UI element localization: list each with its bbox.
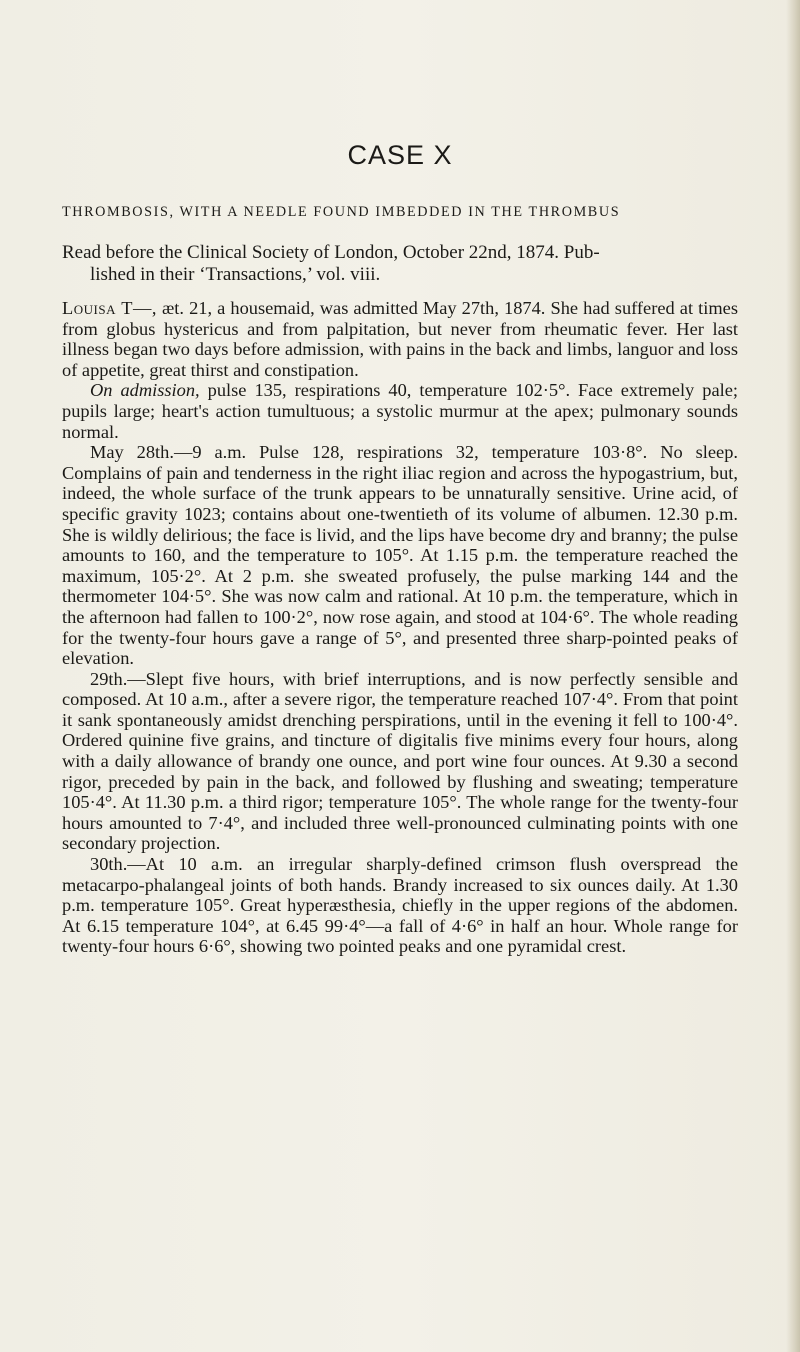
chapter-title: THROMBOSIS, WITH A NEEDLE FOUND IMBEDDED IN THE THROMBUS xyxy=(62,204,621,220)
case-heading: CASE X xyxy=(347,140,453,170)
publication-note-line-1: Read before the Clinical Society of London, October 22nd, 1874. Pub- xyxy=(62,242,600,263)
paragraph-history xyxy=(62,298,738,380)
case-body xyxy=(62,298,738,957)
publication-note xyxy=(62,242,738,286)
admission-lead: On admission, xyxy=(90,380,200,401)
paragraph-admission xyxy=(62,380,738,442)
paragraph-may-29: 29th.—Slept five hours, with brief interruptions, and is now perfectly sensible and composed. At 10 a.m., after a severe rigor, the temperature reached 107·4°. From that point it sank spontaneously amidst drenching perspirations, until in the evening it fell to 100·4°. Ordered quinine five grains, and tincture of digitalis five minims every four hours, along with a daily allowance of brandy one ounce, and port wine four ounces. At 9.30 a second rigor, preceded by pain in the back, and followed by flushing and sweating; temperature 105·4°. At 11.30 p.m. a third rigor; temperature 105°. The whole range for the twenty-four hours amounted to 7·4°, and included three well-pronounced culminating points with one secondary projection. xyxy=(62,668,738,854)
paragraph-may-30: 30th.—At 10 a.m. an irregular sharply-defined crimson flush overspread the metacarpo-phalangeal joints of both hands. Brandy increased to six ounces daily. At 1.30 p.m. temperature 105°. Great hyperæsthesia, chiefly in the upper regions of the abdomen. At 6.15 temperature 104°, at 6.45 99·4°—a fall of 4·6° in half an hour. Whole range for twenty-four hours 6·6°, showing two pointed peaks and one pyramidal crest. xyxy=(62,854,738,957)
patient-name: Louisa T—, xyxy=(62,298,157,318)
publication-note-line-2: lished in their ‘Transactions,’ vol. viii. xyxy=(90,264,381,285)
page-edge-shadow xyxy=(786,0,800,1352)
paragraph-may-28: May 28th.—9 a.m. Pulse 128, respirations 32, temperature 103·8°. No sleep. Complains of pain and tenderness in the right iliac region and across the hypogastrium, but, indeed, the whole surface of the trunk appears to be unnaturally sensitive. Urine acid, of specific gravity 1023; contains about one-twentieth of its volume of albumen. 12.30 p.m. She is wildly delirious; the face is livid, and the lips have become dry and branny; the pulse amounts to 160, and the temperature to 105°. At 1.15 p.m. the temperature reached the maximum, 105·2°. At 2 p.m. she sweated profusely, the pulse marking 144 and the thermometer 104·5°. She was now calm and rational. At 10 p.m. the temperature, which in the afternoon had fallen to 100·2°, now rose again, and stood at 104·6°. The whole reading for the twenty-four hours gave a range of 5°, and presented three sharp-pointed peaks of elevation. xyxy=(62,442,738,669)
paragraph-history-text: æt. 21, a housemaid, was admitted May 27th, 1874. She had suffered at times from globus hystericus and from palpitation, but never from rheumatic fever. Her last illness began two days before admission, with pains in the back and limbs, languor and loss of appetite, great thirst and constipation. xyxy=(62,298,738,380)
paragraph-admission-text: pulse 135, respirations 40, temperature 102·5°. Face extremely pale; pupils large; heart's action tumultuous; a systolic murmur at the apex; pulmonary sounds normal. xyxy=(62,380,738,442)
